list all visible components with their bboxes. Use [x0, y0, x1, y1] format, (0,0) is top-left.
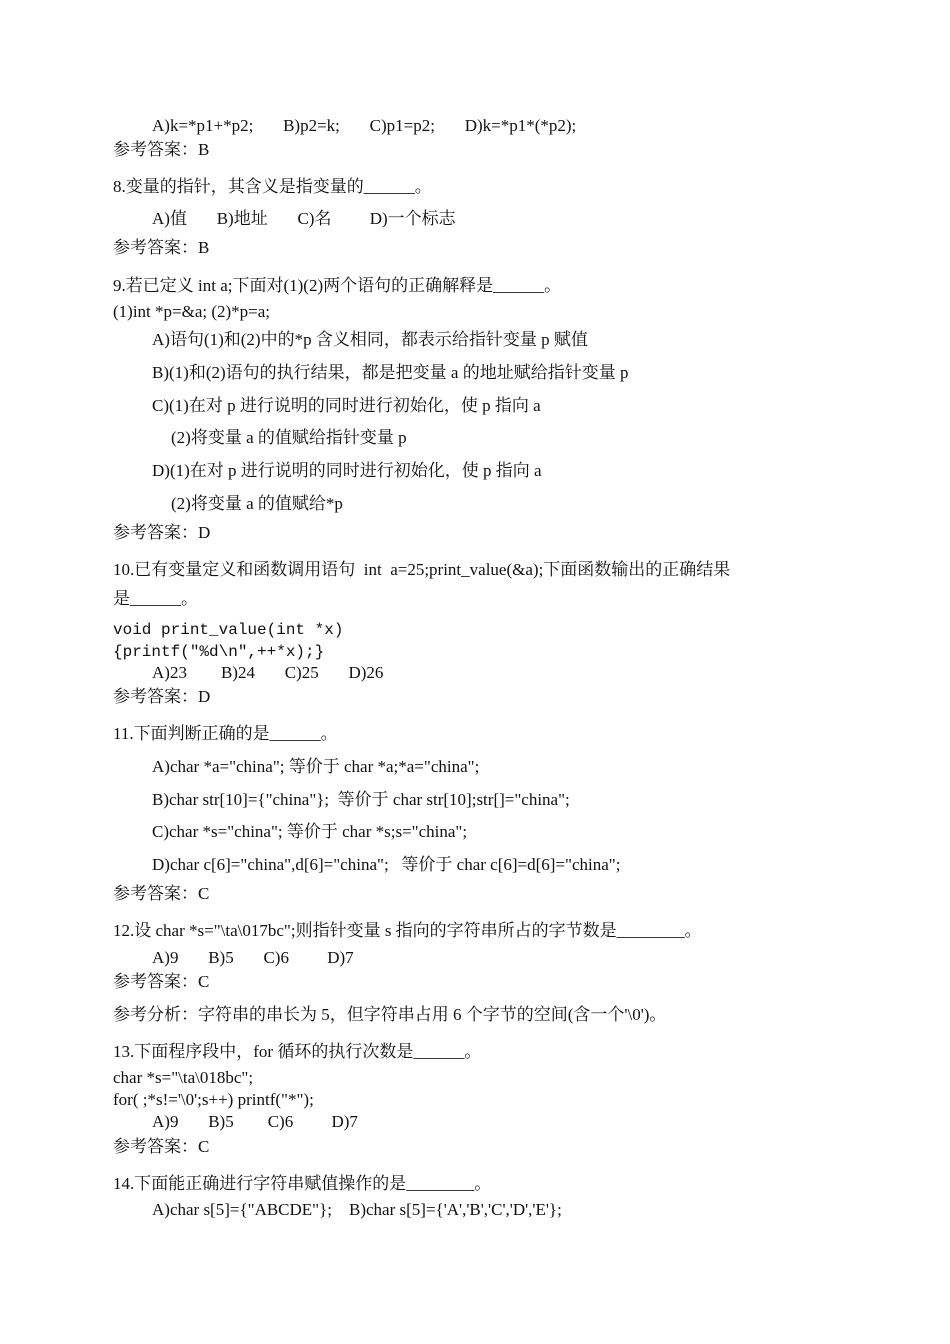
- q10-question-cont: 是______。: [113, 589, 198, 608]
- q14-options: A)char s[5]={"ABCDE"}; B)char s[5]={'A','B','C','D','E'};: [152, 1200, 562, 1219]
- q9-option-c: C)(1)在对 p 进行说明的同时进行初始化，使 p 指向 a: [152, 396, 541, 415]
- q10-question: 10.已有变量定义和函数调用语句 int a=25;print_value(&a);下面函数输出的正确结果: [113, 560, 731, 579]
- q12-analysis: 参考分析：字符串的串长为 5，但字符串占用 6 个字节的空间(含一个'\0')。: [113, 1005, 667, 1024]
- q10-code-line1: void print_value(int *x): [113, 621, 344, 639]
- q11-option-d: D)char c[6]="china",d[6]="china"; 等价于 char c[6]=d[6]="china";: [152, 855, 621, 874]
- q13-code-line2: for( ;*s!='\0';s++) printf("*");: [113, 1090, 314, 1109]
- q14-question: 14.下面能正确进行字符串赋值操作的是________。: [113, 1174, 492, 1193]
- q11-option-a: A)char *a="china"; 等价于 char *a;*a="china";: [152, 757, 480, 776]
- q9-option-c-cont: (2)将变量 a 的值赋给指针变量 p: [171, 428, 407, 447]
- q11-option-c: C)char *s="china"; 等价于 char *s;s="china";: [152, 822, 468, 841]
- q10-code-line2: {printf("%d\n",++*x);}: [113, 643, 325, 661]
- q9-statements: (1)int *p=&a; (2)*p=a;: [113, 302, 271, 321]
- q10-answer: 参考答案：D: [113, 687, 211, 706]
- q7-options: A)k=*p1+*p2; B)p2=k; C)p1=p2; D)k=*p1*(*p2);: [152, 116, 577, 135]
- q9-option-a: A)语句(1)和(2)中的*p 含义相同，都表示给指针变量 p 赋值: [152, 330, 588, 349]
- q7-answer: 参考答案：B: [113, 140, 210, 159]
- q8-question: 8.变量的指针，其含义是指变量的______。: [113, 177, 432, 196]
- q11-option-b: B)char str[10]={"china"}; 等价于 char str[10];str[]="china";: [152, 790, 570, 809]
- q11-question: 11.下面判断正确的是______。: [113, 724, 338, 743]
- q9-answer: 参考答案：D: [113, 523, 211, 542]
- q13-options: A)9 B)5 C)6 D)7: [152, 1112, 358, 1131]
- q9-option-d: D)(1)在对 p 进行说明的同时进行初始化，使 p 指向 a: [152, 461, 542, 480]
- q13-code-line1: char *s="\ta\018bc";: [113, 1068, 254, 1087]
- q12-answer: 参考答案：C: [113, 972, 210, 991]
- q9-option-d-cont: (2)将变量 a 的值赋给*p: [171, 494, 343, 513]
- q8-answer: 参考答案：B: [113, 238, 210, 257]
- q13-question: 13.下面程序段中，for 循环的执行次数是______。: [113, 1042, 482, 1061]
- q10-options: A)23 B)24 C)25 D)26: [152, 663, 384, 682]
- q9-option-b: B)(1)和(2)语句的执行结果，都是把变量 a 的地址赋给指针变量 p: [152, 363, 629, 382]
- q12-options: A)9 B)5 C)6 D)7: [152, 948, 354, 967]
- q13-answer: 参考答案：C: [113, 1137, 210, 1156]
- q12-question: 12.设 char *s="\ta\017bc";则指针变量 s 指向的字符串所占的字节数是________。: [113, 921, 702, 940]
- q9-question: 9.若已定义 int a;下面对(1)(2)两个语句的正确解释是______。: [113, 276, 562, 295]
- q8-options: A)值 B)地址 C)名 D)一个标志: [152, 209, 456, 228]
- q11-answer: 参考答案：C: [113, 884, 210, 903]
